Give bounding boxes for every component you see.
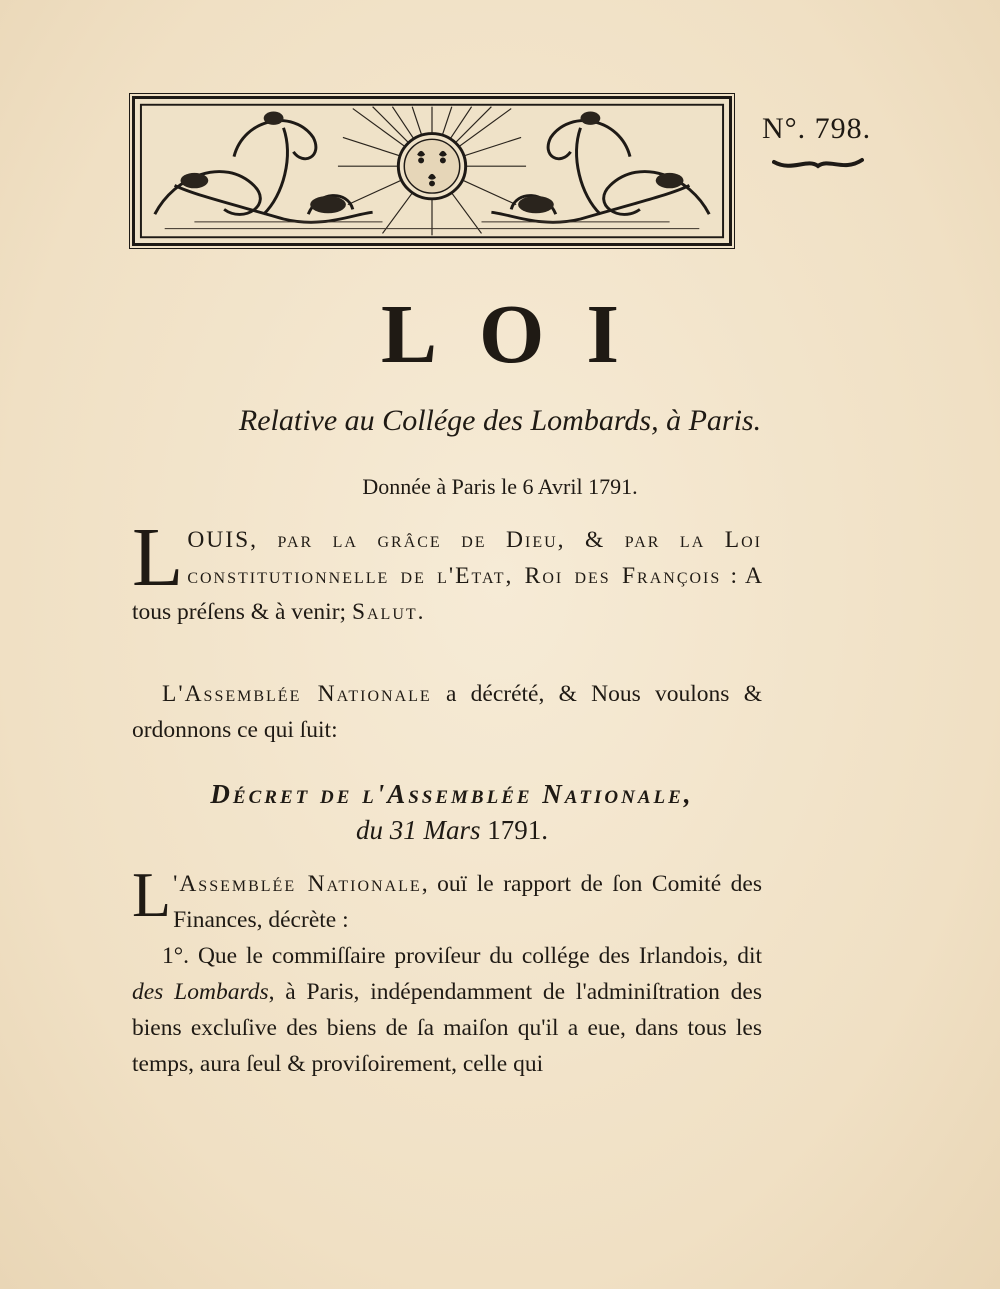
article-italic: des Lombards	[132, 979, 269, 1005]
dropcap: L	[132, 859, 172, 930]
decree-body-lead: 'Assemblée Nationale	[173, 871, 422, 897]
preamble-paragraph	[132, 511, 763, 630]
page-title: LOI	[380, 288, 662, 381]
article-text-a: Que le commiſſaire proviſeur du collége des Irlandois, dit	[189, 943, 762, 969]
article-1-paragraph	[132, 938, 762, 1082]
decree-date: du 31 Mars	[355, 815, 488, 845]
preamble-text: OUIS, par la grâce de Dieu, & par la Loi conſtitutionnelle de l'Etat,	[187, 527, 762, 589]
date-line: Donnée à Paris le 6 Avril 1791.	[362, 474, 638, 499]
decree-title-line1: Décret de l'Assemblée Nationale,	[210, 779, 694, 809]
king-title: Roi des François	[524, 563, 722, 589]
decree-title-line2	[132, 812, 772, 848]
subtitle: Relative au Collége des Lombards, à Paris.	[238, 404, 762, 437]
decree-body-paragraph	[132, 859, 762, 938]
decree-year: 1791.	[487, 815, 548, 845]
swash-ornament-icon	[772, 154, 864, 174]
sunburst-fleur-de-lis-icon	[135, 99, 729, 243]
decree-title	[132, 776, 772, 848]
decree-body-text: , ouï le rapport de ſon Comité des Finances, décrète :	[173, 871, 762, 933]
salut: Salut.	[351, 599, 426, 625]
assembly-lead: L'Assemblée Nationale	[162, 681, 432, 707]
preamble-text-2: : A tous préſens & à venir;	[132, 563, 763, 625]
document-number: N°. 798.	[762, 112, 872, 145]
dropcap: L	[132, 511, 184, 604]
article-number: 1°.	[162, 943, 190, 969]
header-ornament	[132, 96, 732, 246]
article-text-b: , à Paris, indépendamment de l'adminiſtration des biens excluſive des biens de ſa maiſon qu'il a eue, dans tous les temps, aura ſeul & proviſoirement, celle qui	[132, 979, 762, 1077]
assembly-text: a décrété, & Nous voulons & ordonnons ce qui ſuit:	[132, 681, 762, 743]
assembly-paragraph	[132, 676, 762, 748]
